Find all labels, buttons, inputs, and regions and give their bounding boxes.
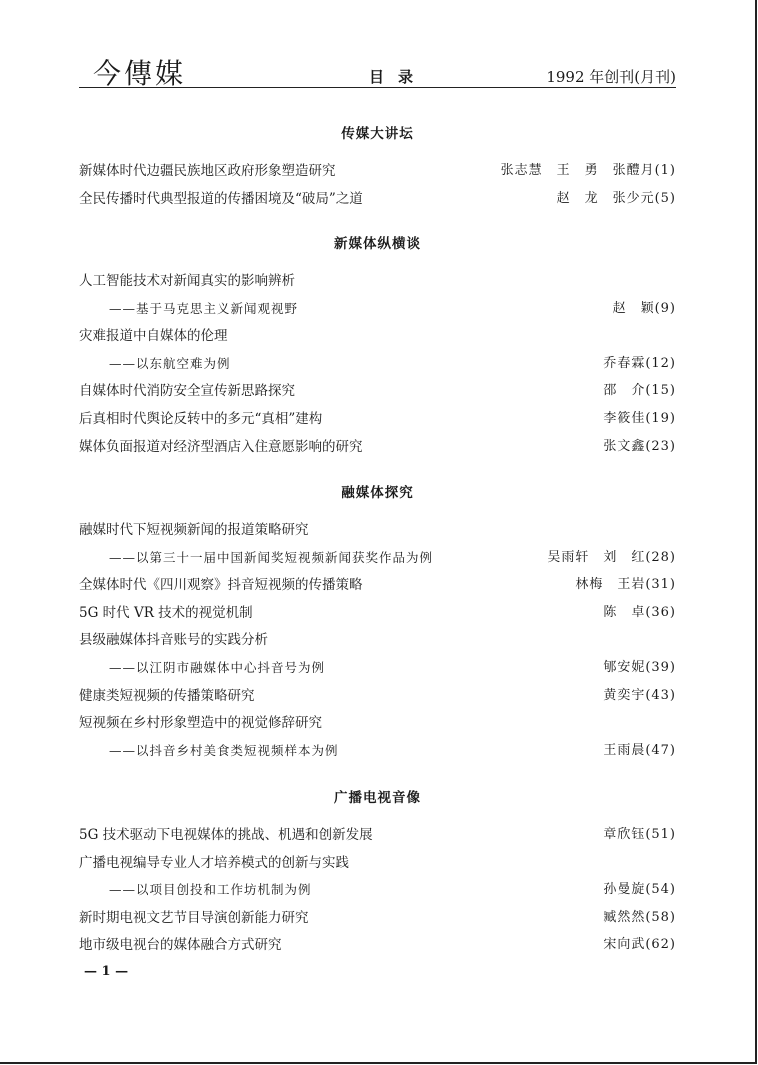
toc-entry [79, 852, 676, 874]
toc-entry [79, 353, 676, 375]
journal-logo: 今傳媒 [93, 57, 187, 90]
section-title: 传媒大讲坛 [341, 126, 414, 142]
article-title: 全民传播时代典型报道的传播困境及“破局”之道 [79, 190, 363, 207]
header-rule [79, 87, 676, 88]
toc-entry [79, 824, 676, 846]
article-subtitle: ——基于马克思主义新闻观视野 [109, 300, 299, 316]
article-title: 新媒体时代边疆民族地区政府形象塑造研究 [79, 163, 336, 179]
article-title: 县级融媒体抖音账号的实践分析 [79, 632, 268, 649]
article-authors-page: 乔春霖(12) [603, 355, 676, 371]
toc-entry [79, 740, 676, 762]
page-number: — 1 — [84, 964, 129, 979]
toc-entry [79, 879, 676, 901]
toc-entry [79, 685, 676, 707]
article-title: 广播电视编导专业人才培养模式的创新与实践 [79, 854, 349, 871]
article-title: 5G 时代 VR 技术的视觉机制 [79, 604, 253, 621]
toc-entry [79, 712, 676, 734]
toc-entry [79, 907, 676, 929]
article-title: 地市级电视台的媒体融合方式研究 [79, 937, 282, 954]
article-title: 新时期电视文艺节目导演创新能力研究 [79, 909, 309, 926]
article-authors-page: 郇安妮(39) [603, 660, 676, 675]
article-authors-page: 张文鑫(23) [603, 438, 676, 454]
toc-entry [79, 602, 676, 624]
article-authors-page: 林梅 王岩(31) [575, 577, 676, 593]
page-header [79, 48, 676, 88]
section-title: 新媒体纵横谈 [334, 236, 421, 252]
article-authors-page: 宋向武(62) [603, 937, 676, 953]
article-title: 灾难报道中自媒体的伦理 [79, 328, 228, 345]
toc-entry [79, 270, 676, 292]
toc-entry [79, 519, 676, 541]
article-authors-page: 臧然然(58) [603, 909, 676, 925]
section-title: 融媒体探究 [341, 485, 414, 501]
toc-entry [79, 188, 676, 210]
article-title: 健康类短视频的传播策略研究 [79, 687, 255, 704]
toc-entry [79, 380, 676, 402]
toc-entry [79, 574, 676, 596]
toc-entry [79, 657, 676, 679]
toc-entry [79, 934, 676, 956]
article-authors-page: 吴雨轩 刘 红(28) [547, 549, 676, 565]
article-authors-page: 赵 龙 张少元(5) [556, 190, 676, 206]
article-authors-page: 陈 卓(36) [603, 604, 676, 620]
article-authors-page: 章欣钰(51) [603, 827, 676, 842]
article-title: 自媒体时代消防安全宣传新思路探究 [79, 383, 295, 400]
article-subtitle: ——以东航空难为例 [109, 355, 231, 371]
article-authors-page: 王雨晨(47) [603, 742, 676, 758]
toc-entry [79, 629, 676, 651]
article-authors-page: 赵 颖(9) [612, 300, 676, 316]
toc-entry [79, 408, 676, 430]
article-subtitle: ——以项目创投和工作坊机制为例 [109, 882, 312, 898]
article-title: 短视频在乡村形象塑造中的视觉修辞研究 [79, 715, 322, 732]
section-title: 广播电视音像 [334, 790, 421, 806]
toc-entry [79, 298, 676, 320]
article-title: 融媒时代下短视频新闻的报道策略研究 [79, 522, 309, 538]
article-authors-page: 孙曼旋(54) [603, 882, 676, 898]
article-authors-page: 李筱佳(19) [603, 411, 676, 426]
article-title: 人工智能技术对新闻真实的影响辨析 [79, 273, 295, 289]
publication-info: 1992 年创刊(月刊) [546, 68, 676, 86]
toc-entry [79, 160, 676, 182]
article-title: 媒体负面报道对经济型酒店入住意愿影响的研究 [79, 438, 363, 455]
article-authors-page: 张志慧 王 勇 张醴月(1) [500, 163, 676, 178]
article-subtitle: ——以江阴市融媒体中心抖音号为例 [109, 660, 326, 675]
page-title: 目录 [369, 68, 428, 86]
article-title: 全媒体时代《四川观察》抖音短视频的传播策略 [79, 577, 363, 594]
toc-entry [79, 547, 676, 569]
article-subtitle: ——以第三十一届中国新闻奖短视频新闻获奖作品为例 [109, 549, 434, 565]
article-authors-page: 邵 介(15) [603, 383, 676, 399]
article-title: 后真相时代舆论反转中的多元“真相”建构 [79, 411, 323, 427]
toc-entry [79, 325, 676, 347]
article-authors-page: 黄奕宇(43) [603, 687, 676, 703]
toc-entry [79, 436, 676, 458]
article-title: 5G 技术驱动下电视媒体的挑战、机遇和创新发展 [79, 827, 373, 843]
article-subtitle: ——以抖音乡村美食类短视频样本为例 [109, 742, 339, 758]
